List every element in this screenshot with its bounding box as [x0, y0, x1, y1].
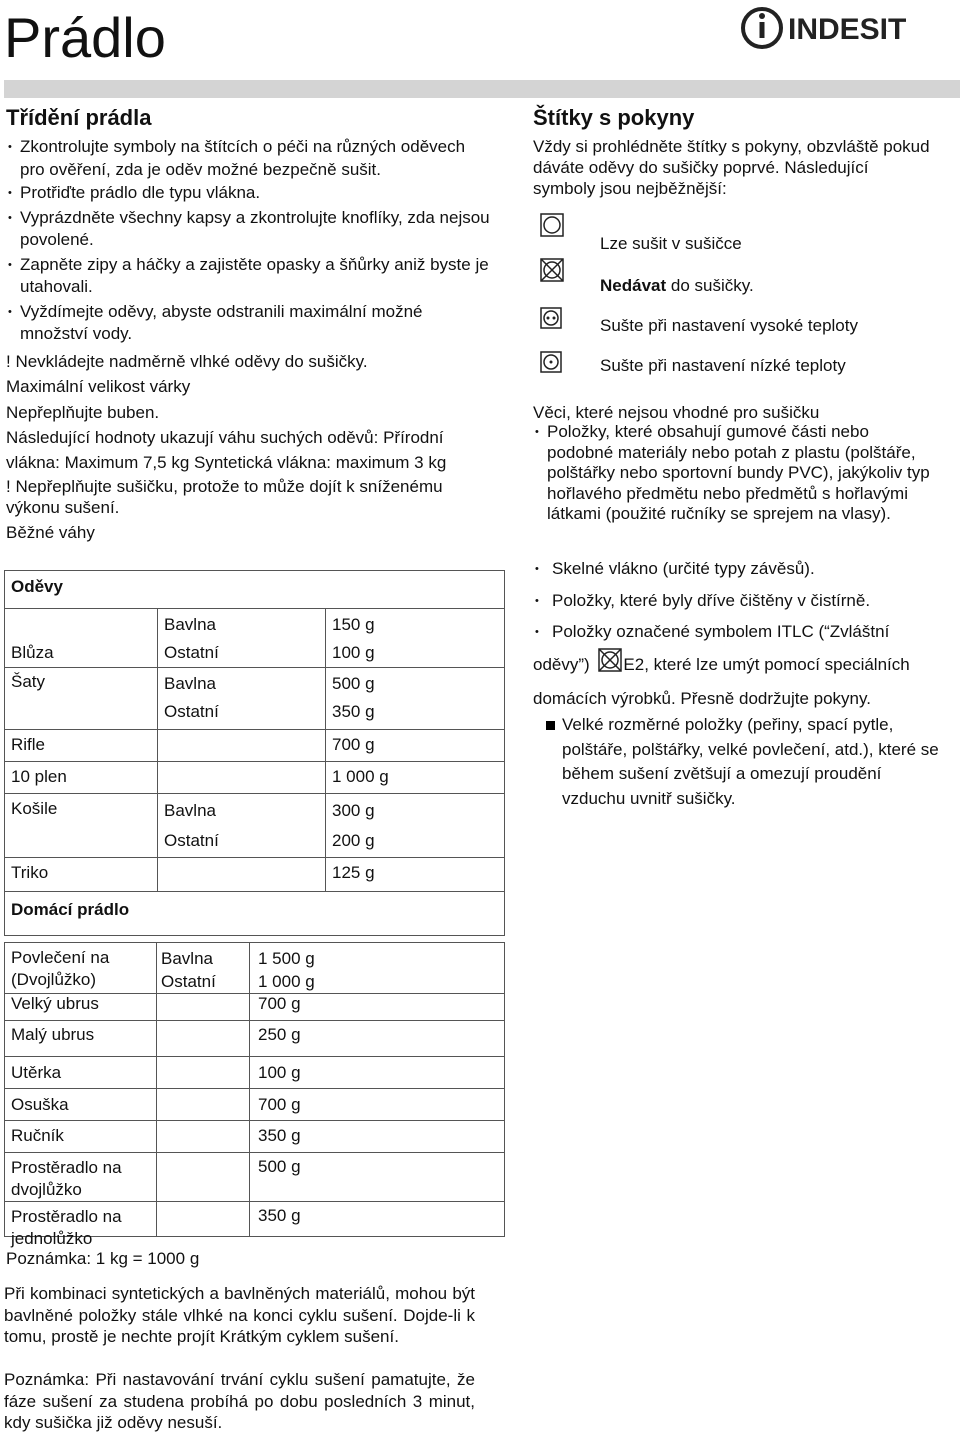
linen-name: Ručník	[5, 1121, 157, 1153]
warning-overfill: ! Nepřeplňujte sušičku, protože to může dojít k sníženému výkonu sušení.	[6, 477, 443, 517]
table-row	[5, 668, 505, 730]
linen-name: Prostěradlo na dvojlůžko	[5, 1153, 157, 1202]
section-heading-labels: Štítky s pokyny	[533, 105, 695, 130]
linen-name: Osuška	[5, 1089, 157, 1121]
do-not-tumble-dry-icon	[540, 258, 564, 282]
weight: 150 g	[332, 615, 375, 634]
garment-name: 10 plen	[5, 762, 158, 794]
table-row	[5, 794, 505, 858]
list-item: • Zapněte zipy a háčky a zajistěte opasky a šňůrky aniž byste je utahovali.	[6, 254, 491, 299]
garment-name: Šaty	[5, 668, 158, 730]
itlc-text: oděvy”)	[533, 655, 590, 674]
material: Ostatní	[161, 972, 216, 991]
table-row	[5, 1021, 505, 1057]
table-row	[5, 1121, 505, 1153]
table-row	[5, 1089, 505, 1121]
list-item: • Položky označené symbolem ITLC (“Zvláštní	[533, 621, 938, 644]
list-item: • Skelné vlákno (určité typy závěsů).	[533, 558, 938, 581]
symbol-label	[600, 276, 754, 296]
linen-name: Utěrka	[5, 1057, 157, 1089]
material: Ostatní	[164, 643, 219, 662]
list-item: • Zkontrolujte symboly na štítcích o péči na různých oděvech pro ověření, zda je oděv možné bezpečně sušit.	[6, 136, 491, 181]
table-row	[5, 762, 505, 794]
weight: 350 g	[250, 1121, 505, 1153]
garment-name: Triko	[5, 858, 158, 892]
square-bullet-icon	[546, 717, 555, 735]
labels-intro: Vždy si prohlédněte štítky s pokyny, obzvláště pokud dáváte oděvy do sušičky poprvé. Následující symboly jsou nejběžnější:	[533, 137, 930, 198]
table-row	[5, 1153, 505, 1202]
garment-name: Rifle	[5, 730, 158, 762]
symbol-label: Lze sušit v sušičce	[600, 234, 742, 253]
brand-logo	[740, 4, 940, 52]
household-linen-table	[4, 942, 505, 1248]
table-row	[5, 609, 505, 668]
symbol-label-rest: do sušičky.	[666, 276, 754, 295]
material: Bavlna	[164, 674, 216, 693]
weight: 350 g	[332, 702, 375, 721]
table-header: Domácí prádlo	[5, 892, 505, 936]
table-row	[5, 730, 505, 762]
sorting-bullets	[6, 136, 491, 346]
material: Ostatní	[164, 831, 219, 850]
weight: 100 g	[332, 643, 375, 662]
weights-info: Následující hodnoty ukazují váhu suchých oděvů: Přírodní vlákna: Maximum 7,5 kg Syntetická vlákna: maximum 3 kg	[6, 428, 447, 472]
material: Bavlna	[164, 615, 216, 634]
table-header: Oděvy	[5, 571, 505, 609]
itlc-line-end: domácích výrobků. Přesně dodržujte pokyny.	[533, 689, 871, 708]
material: Ostatní	[164, 702, 219, 721]
weight: 700 g	[326, 730, 505, 762]
section-heading-sorting: Třídění prádla	[6, 105, 152, 130]
cool-down-note: Poznámka: Při nastavování trvání cyklu sušení pamatujte, že fáze sušení za studena probíhá po dobu posledních 3 minut, kdy sušička již oděvy nesuší.	[4, 1370, 475, 1432]
no-overfill-label: Nepřeplňujte buben.	[6, 403, 160, 422]
low-heat-icon	[540, 351, 562, 373]
weight: 500 g	[332, 674, 375, 693]
unsuitable-list	[533, 422, 938, 525]
unit-note: Poznámka: 1 kg = 1000 g	[6, 1248, 203, 1271]
weight: 700 g	[250, 1089, 505, 1121]
weight: 125 g	[326, 858, 505, 892]
weight: 1 000 g	[326, 762, 505, 794]
list-item: • Protřiďte prádlo dle typu vlákna.	[6, 182, 491, 205]
brand-name: INDESIT	[788, 13, 907, 46]
material: Bavlna	[164, 801, 216, 820]
table-row	[5, 994, 505, 1021]
weight: 1 000 g	[258, 972, 315, 991]
list-item: • Vyždímejte oděvy, abyste odstranili maximální možné množství vody.	[6, 301, 491, 346]
unsuitable-list-2	[533, 558, 938, 644]
itlc-line	[533, 648, 910, 677]
unsuitable-heading: Věci, které nejsou vhodné pro sušičku	[533, 403, 820, 422]
symbol-label-bold: Nedávat	[600, 276, 667, 295]
weight: 300 g	[332, 801, 375, 820]
linen-name: Prostěradlo na jednolůžko	[11, 1207, 122, 1248]
indesit-logo-icon	[740, 4, 940, 52]
tumble-dry-icon	[540, 213, 564, 237]
weight: 200 g	[332, 831, 375, 850]
symbol-label: Sušte při nastavení nízké teploty	[600, 356, 846, 375]
linen-name: Velký ubrus	[5, 994, 157, 1021]
weight: 100 g	[250, 1057, 505, 1089]
itlc-text: E2, které lze umýt pomocí speciálních	[623, 655, 910, 674]
garment-name: Blůza	[5, 609, 158, 668]
weight: 250 g	[250, 1021, 505, 1057]
warning-wet: ! Nevkládejte nadměrně vlhké oděvy do sušičky.	[6, 352, 368, 371]
weight: 350 g	[250, 1202, 505, 1237]
mixed-materials-note: Při kombinaci syntetických a bavlněných materiálů, mohou být bavlněné položky stále vlhké na konci cyklu sušení. Dojde-li k tomu, prostě je nechte projít Krátkým cyklem sušení.	[4, 1284, 475, 1346]
weight: 700 g	[250, 994, 505, 1021]
list-item: • Položky, které obsahují gumové části nebo podobné materiály nebo potah z plastu (polštáře, polštářky nebo sportovní bundy PVC), jakýkoliv typ hořlavého předmětu nebo předmětů s hořlavými látkami (použité ručníky se sprejem na vlasy).	[533, 422, 938, 525]
header-divider	[4, 80, 960, 98]
page-title: Prádlo	[4, 6, 166, 69]
list-item: • Vyprázdněte všechny kapsy a zkontrolujte knoflíky, zda nejsou povolené.	[6, 207, 491, 252]
linen-name: Povlečení na (Dvojlůžko)	[5, 943, 157, 994]
do-not-tumble-dry-icon	[598, 648, 622, 672]
table-row	[5, 1057, 505, 1089]
list-item: • Položky, které byly dříve čištěny v čistírně.	[533, 590, 938, 613]
common-weights-label: Běžné váhy	[6, 523, 95, 542]
garments-weight-table	[4, 570, 505, 936]
high-heat-icon	[540, 307, 562, 329]
list-item: Velké rozměrné položky (peřiny, spací pytle, polštáře, polštářky, velké povlečení, atd.), které se během sušení zvětšují a omezují proudění vzduchu uvnitř sušičky.	[562, 715, 939, 808]
garment-name: Košile	[5, 794, 158, 858]
table-row	[5, 858, 505, 892]
weight: 500 g	[250, 1153, 505, 1202]
max-load-label: Maximální velikost várky	[6, 377, 191, 396]
weight: 1 500 g	[258, 949, 315, 968]
linen-name: Malý ubrus	[5, 1021, 157, 1057]
table-row	[5, 1202, 505, 1237]
table-row	[5, 943, 505, 994]
material: Bavlna	[161, 949, 213, 968]
symbol-label: Sušte při nastavení vysoké teploty	[600, 316, 858, 335]
